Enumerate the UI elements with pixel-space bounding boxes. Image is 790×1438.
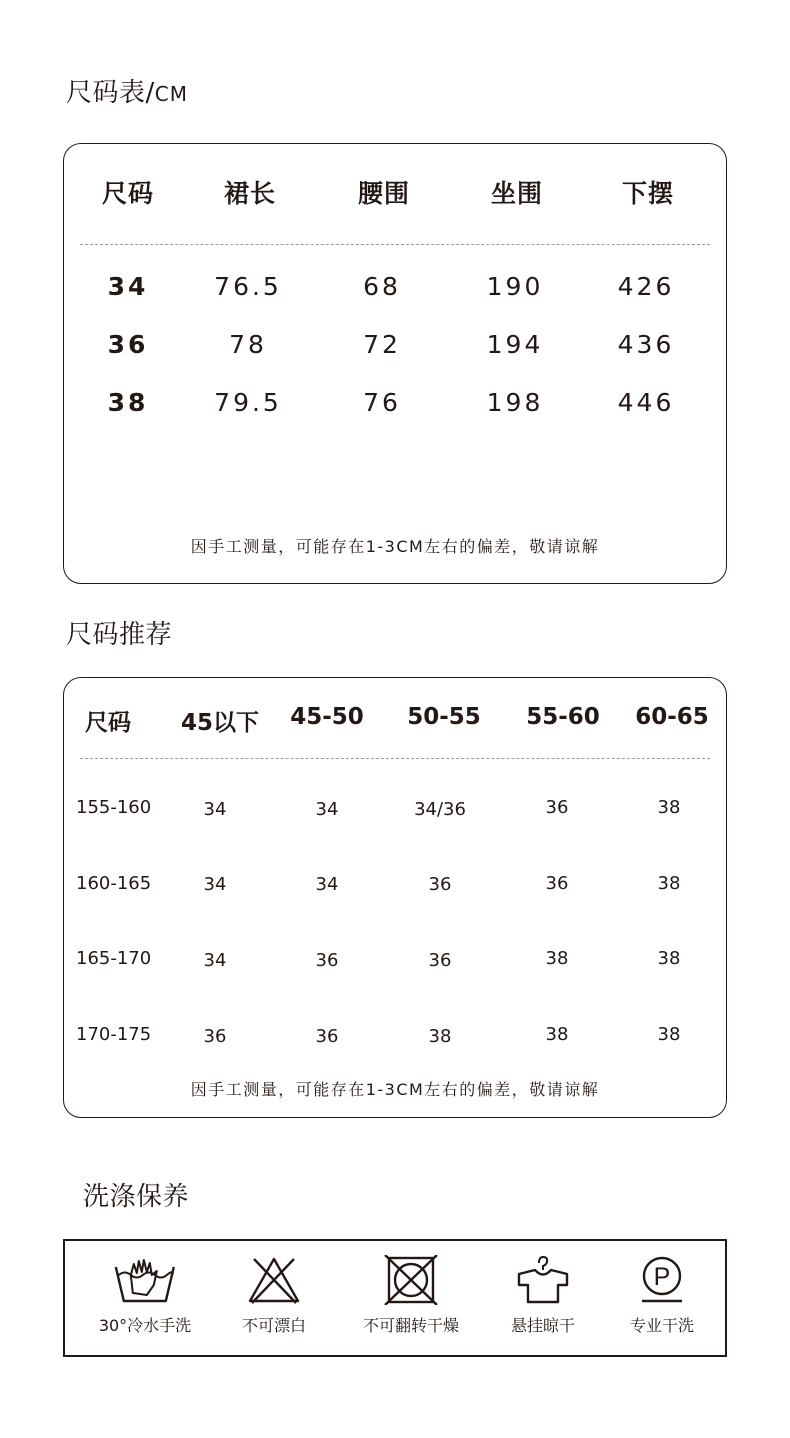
table-cell: 34: [203, 799, 227, 820]
header-weight-range: 50-55: [407, 704, 481, 730]
care-label: 不可翻转干燥: [362, 1316, 460, 1335]
professional-dry-clean-icon: [635, 1255, 689, 1305]
table-cell: 34: [315, 874, 339, 895]
header-hem: 下摆: [621, 179, 675, 208]
measurement-note: 因手工测量，可能存在1-3CM左右的偏差，敬请谅解: [190, 537, 600, 556]
header-size: 尺码: [101, 179, 155, 208]
svg-text:P: P: [653, 1263, 671, 1291]
care-label: 悬挂晾干: [510, 1316, 576, 1335]
care-item-hang-dry: [511, 1255, 575, 1336]
care-title: 洗涤保养: [83, 1182, 190, 1212]
care-label: 30°冷水手洗: [98, 1316, 192, 1335]
table-cell: 68: [363, 272, 401, 301]
table-cell: 38: [545, 1024, 569, 1045]
table-cell: 194: [486, 330, 544, 359]
table-cell: 36: [203, 1026, 227, 1047]
table-cell: 38: [545, 948, 569, 969]
header-weight-range: 45以下: [180, 710, 260, 736]
table-cell: 38: [428, 1026, 452, 1047]
table-cell: 190: [486, 272, 544, 301]
table-cell: 198: [486, 388, 544, 417]
height-range-label: 170-175: [76, 1024, 152, 1045]
recommendation-title: 尺码推荐: [66, 620, 173, 650]
care-label: 不可漂白: [241, 1316, 307, 1335]
table-cell: 34: [203, 874, 227, 895]
table-cell: 76.5: [214, 272, 282, 301]
table-cell: 38: [657, 873, 681, 894]
table-cell: 34: [315, 799, 339, 820]
header-hip: 坐围: [490, 179, 544, 208]
height-range-label: 160-165: [76, 873, 152, 894]
header-weight-range: 60-65: [635, 704, 709, 730]
table-cell: 34: [203, 950, 227, 971]
care-item-dry-clean: [630, 1255, 694, 1336]
table-cell: 38: [107, 388, 149, 417]
header-weight-range: 55-60: [526, 704, 600, 730]
height-range-label: 165-170: [76, 948, 152, 969]
table-cell: 36: [545, 797, 569, 818]
table-cell: 34: [107, 272, 149, 301]
table-cell: 38: [657, 1024, 681, 1045]
hand-wash-icon: [113, 1255, 177, 1305]
table-cell: 36: [315, 1026, 339, 1047]
table-cell: 38: [657, 948, 681, 969]
hang-dry-icon: [515, 1255, 571, 1305]
care-item-hand-wash: [99, 1255, 191, 1336]
size-chart-title: 尺码表/CM: [66, 78, 188, 108]
recommendation-table: [63, 677, 727, 1118]
header-weight-range: 45-50: [290, 704, 364, 730]
care-item-no-bleach: [242, 1255, 306, 1336]
table-cell: 36: [545, 873, 569, 894]
no-tumble-dry-icon: [384, 1255, 438, 1305]
care-label: 专业干洗: [629, 1316, 695, 1335]
table-cell: 36: [428, 950, 452, 971]
care-item-no-tumble-dry: [363, 1255, 459, 1336]
header-waist: 腰围: [357, 179, 411, 208]
table-cell: 36: [315, 950, 339, 971]
header-length: 裙长: [223, 179, 277, 208]
height-range-label: 155-160: [76, 797, 152, 818]
table-cell: 79.5: [214, 388, 282, 417]
header-size: 尺码: [85, 710, 131, 736]
table-cell: 446: [617, 388, 675, 417]
care-instructions: [63, 1239, 727, 1357]
size-chart-table: [63, 143, 727, 584]
table-cell: 76: [363, 388, 401, 417]
no-bleach-icon: [246, 1255, 302, 1305]
unit-label: CM: [154, 82, 188, 106]
table-cell: 36: [428, 874, 452, 895]
table-cell: 426: [617, 272, 675, 301]
table-cell: 436: [617, 330, 675, 359]
table-cell: 36: [107, 330, 149, 359]
table-cell: 34/36: [414, 799, 466, 820]
table-cell: 72: [363, 330, 401, 359]
measurement-note: 因手工测量，可能存在1-3CM左右的偏差，敬请谅解: [190, 1080, 600, 1099]
table-cell: 78: [229, 330, 267, 359]
table-cell: 38: [657, 797, 681, 818]
header-divider: [80, 758, 710, 759]
header-divider: [80, 244, 710, 245]
